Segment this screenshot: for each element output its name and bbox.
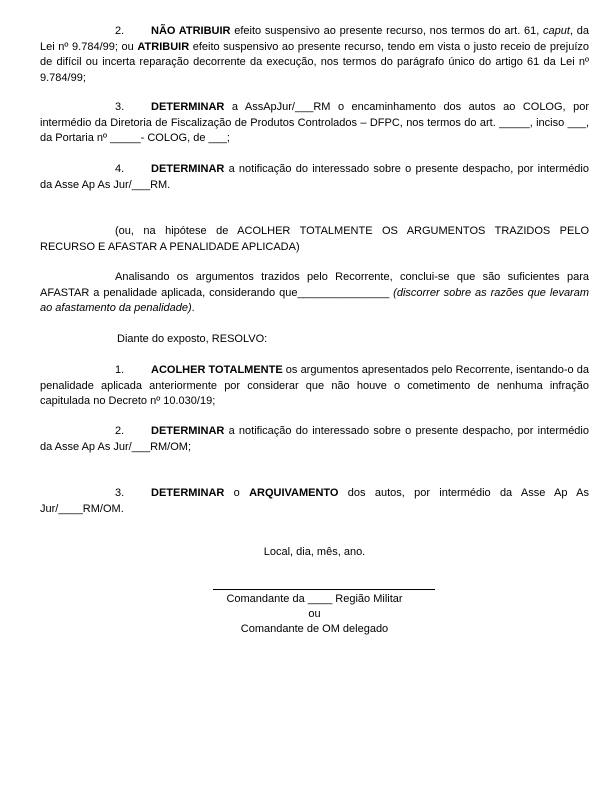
item-number: 1. [115, 364, 125, 376]
text-segment: a AssApJur/___RM o encaminhamento dos autos ao COLOG, por intermédio da Diretoria de Fiscalização de Produtos Controlados – DFPC, nos termos do art. _____, inciso ___, da Portaria nº _____- COLOG, de ___; [40, 101, 589, 144]
bold-acolher-totalmente: ACOLHER TOTALMENTE [151, 364, 283, 376]
text-segment: Diante do exposto, RESOLVO: [117, 333, 268, 345]
text-segment: os argumentos apresentados pelo Recorrente, isentando-o da penalidade aplicada anteriormente por considerar que não houve o cometimento de nenhuma infração capitulada no Decreto nº 10.030/19; [40, 364, 589, 407]
paragraph-item2-efeito-suspensivo [40, 24, 589, 86]
paragraph-analysis [40, 270, 589, 317]
bold-determinar: DETERMINAR [151, 163, 225, 175]
bold-determinar: DETERMINAR [151, 425, 225, 437]
text-segment: dos autos, por intermédio da Asse Ap As Jur/____RM/OM. [40, 487, 589, 515]
bold-determinar: DETERMINAR [151, 101, 225, 113]
text-segment: Analisando os argumentos trazidos pelo Recorrente, conclui-se que são suficientes para AFASTAR a penalidade aplicada, considerando que_______________ [40, 271, 589, 299]
text-segment: a notificação do interessado sobre o presente despacho, por intermédio da Asse Ap As Jur/___RM/OM; [40, 425, 589, 453]
item-number: 2. [115, 25, 125, 37]
text-segment: o [224, 487, 250, 499]
italic-caput: caput [543, 25, 570, 37]
signature-or: ou [308, 608, 321, 620]
signature-commander-om: Comandante de OM delegado [240, 623, 389, 635]
signature-line [213, 589, 435, 590]
paragraph-item3-encaminhamento [40, 100, 589, 147]
paragraph-acolher-item2 [40, 424, 589, 455]
bold-atribuir: ATRIBUIR [137, 40, 190, 53]
text-segment: efeito suspensivo ao presente recurso, tendo em vista o justo receio de prejuízo de difícil ou incerta reparação decorrente da execução, nos termos do parágrafo único do artigo 61 da Lei nº 9.784/99; [40, 40, 589, 84]
item-number: 2. [115, 425, 125, 437]
bold-arquivamento: ARQUIVAMENTO [249, 487, 339, 499]
paragraph-item4-notificacao [40, 162, 589, 193]
paragraph-acolher-item3 [40, 486, 589, 517]
text-segment: a notificação do interessado sobre o presente despacho, por intermédio da Asse Ap As Jur/___RM. [40, 163, 589, 191]
text-segment: efeito suspensivo ao presente recurso, nos termos do art. 61, [230, 25, 544, 37]
paragraph-resolvo [40, 332, 589, 348]
text-segment: , da Lei nº 9.784/99; ou [40, 25, 589, 53]
bold-nao-atribuir: NÃO ATRIBUIR [151, 25, 231, 37]
item-number: 3. [115, 487, 125, 499]
text-segment: . [191, 302, 195, 314]
place-date: Local, dia, mês, ano. [263, 546, 366, 558]
paragraph-acolher-item1 [40, 363, 589, 410]
paragraph-hypothesis [40, 224, 589, 255]
italic-discorrer: (discorrer sobre as razões que levaram ao afastamento da penalidade) [40, 286, 590, 314]
item-number: 3. [115, 101, 125, 113]
signature-commander-region: Comandante da ____ Região Militar [226, 593, 403, 605]
bold-determinar: DETERMINAR [151, 487, 225, 499]
item-number: 4. [115, 163, 125, 175]
text-segment: (ou, na hipótese de ACOLHER TOTALMENTE OS ARGUMENTOS TRAZIDOS PELO RECURSO E AFASTAR A PENALIDADE APLICADA) [40, 225, 589, 253]
